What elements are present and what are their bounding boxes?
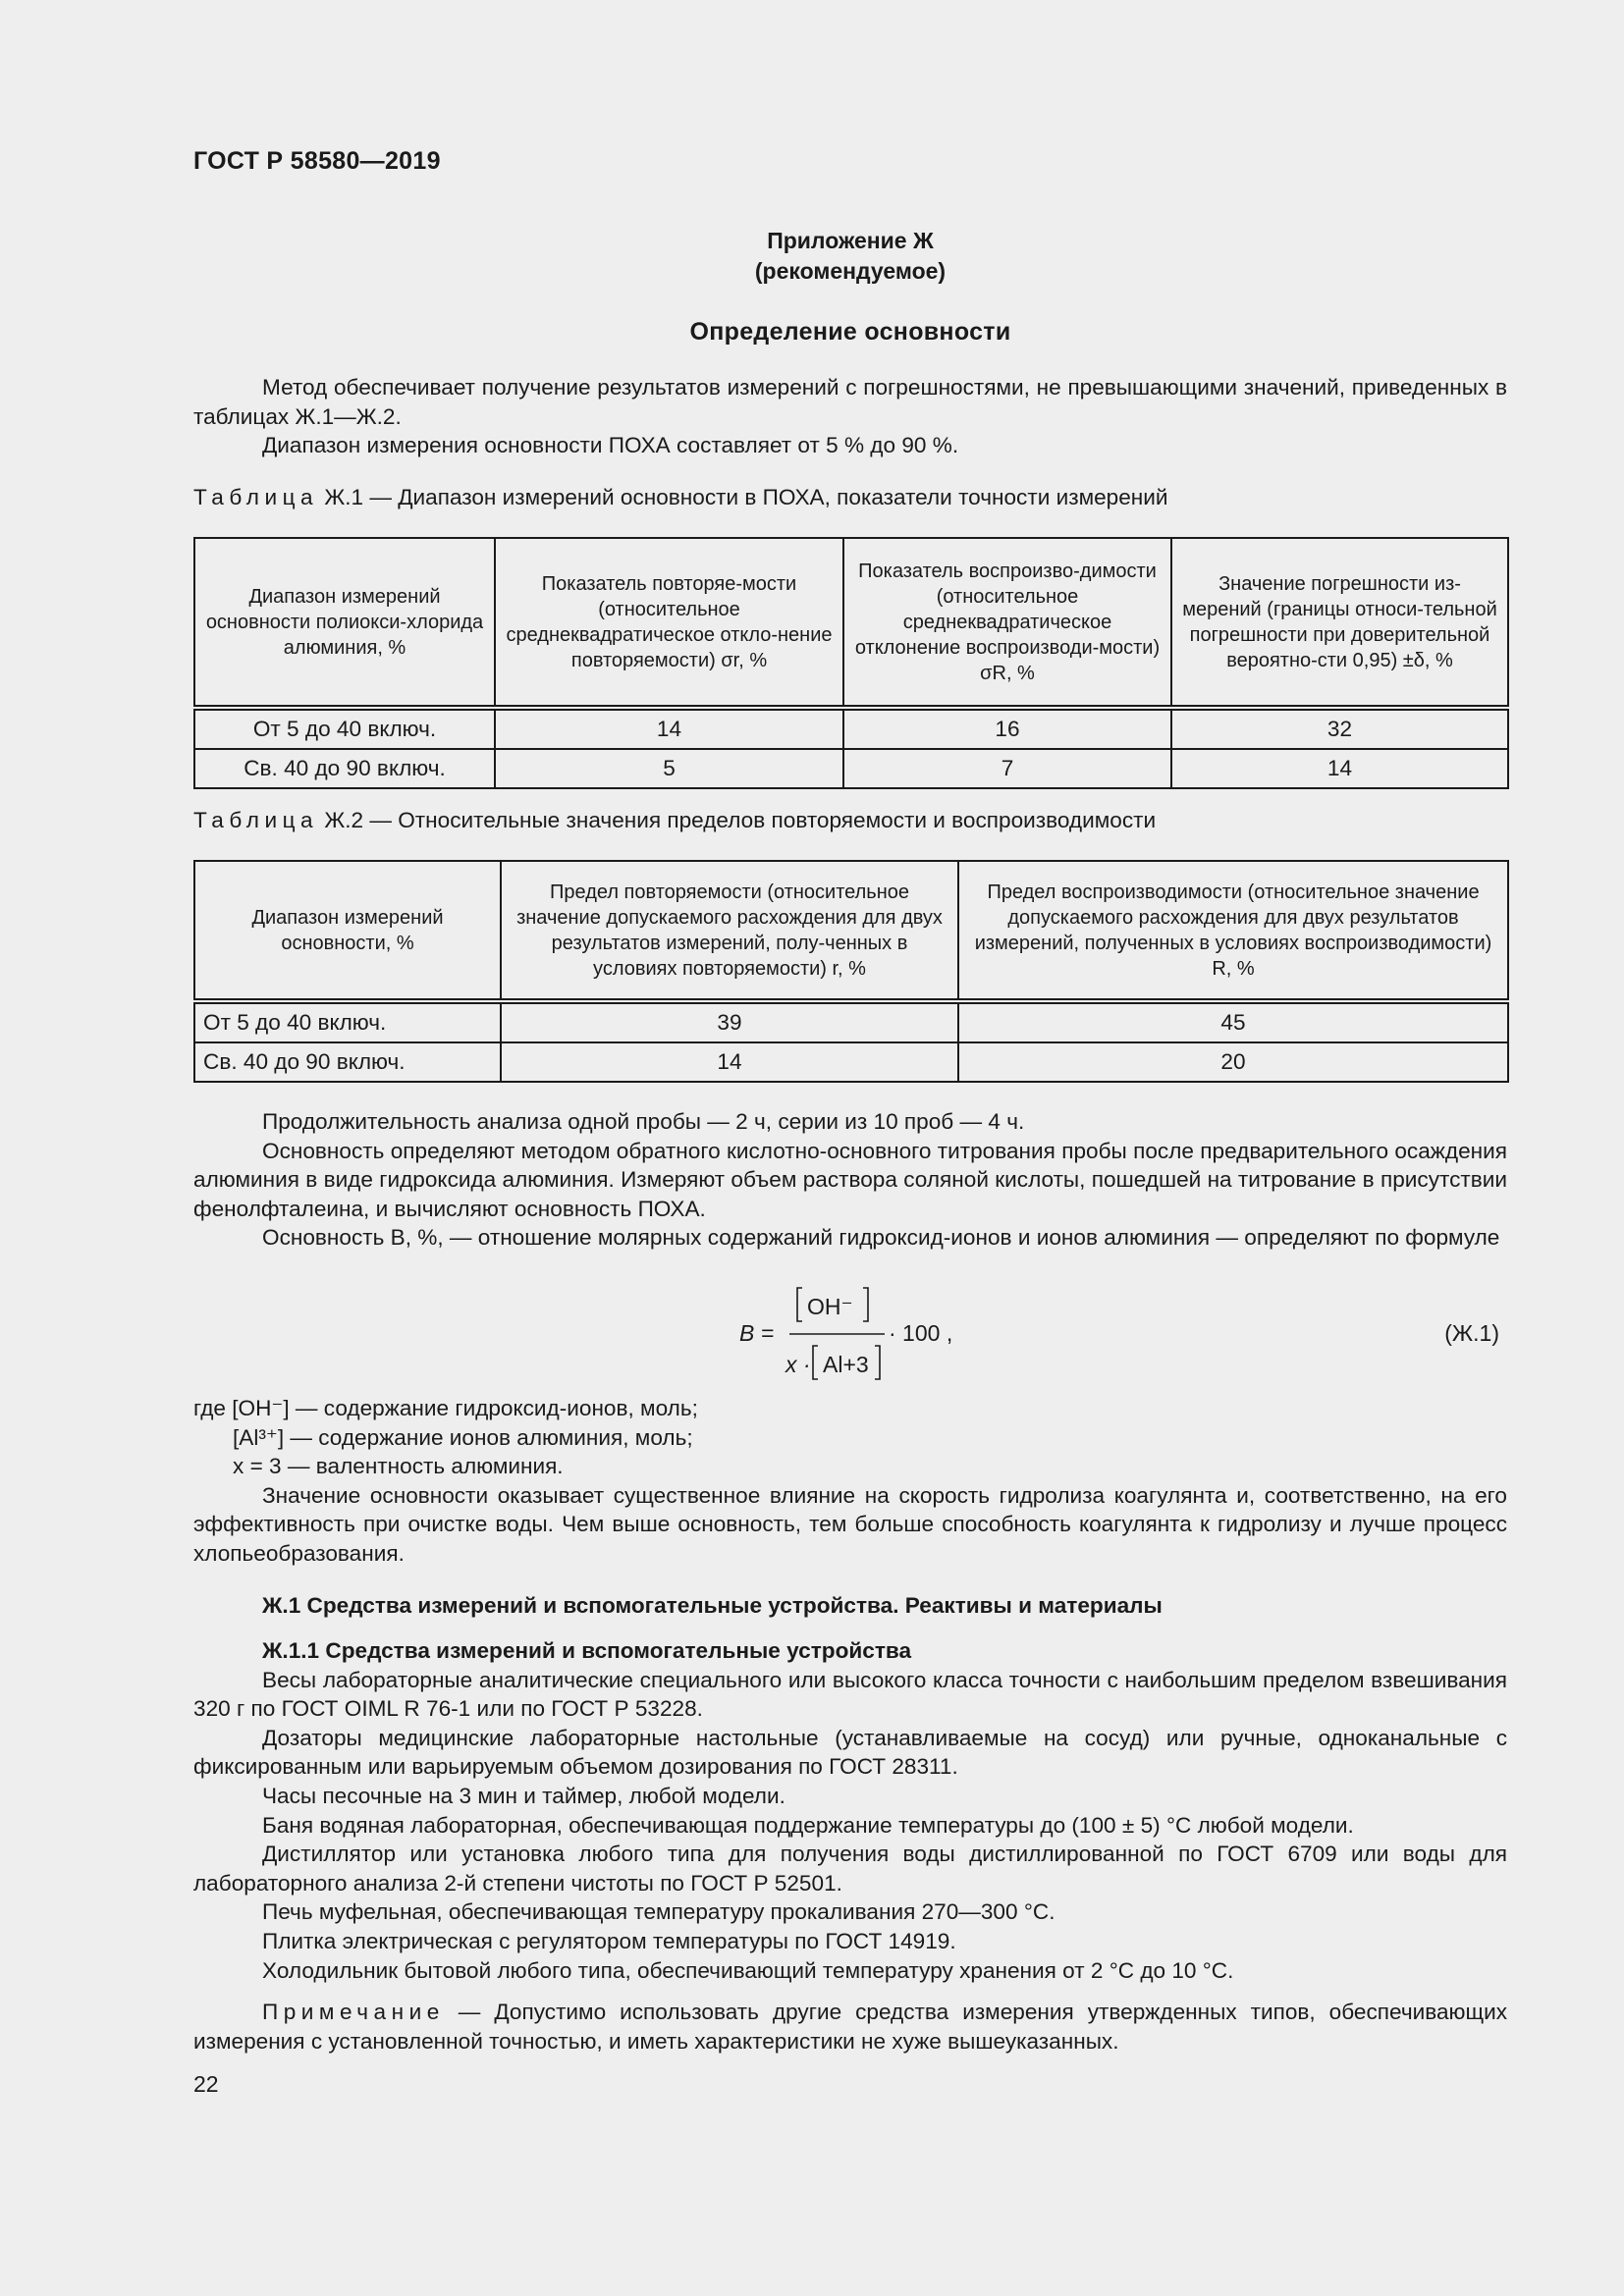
table2-header-cell: Предел повторяемости (относительное значение допускаемого расхождения для двух результатов измерений, полу-ченных в условиях повторяемости) r, % (501, 861, 958, 1001)
method-paragraph: Основность определяют методом обратного кислотно-основного титрования пробы после предварительного осаждения алюминия в виде гидроксида алюминия. Измеряют объем раствора соляной кислоты, пошедшей на титрование в присутствии фенолфталеина, и вычисляют основность ПОХА. (193, 1138, 1507, 1221)
table1-caption-label: Таблица (193, 485, 319, 509)
table-row (194, 708, 1508, 749)
section-j1-title (193, 1591, 1507, 1621)
table2-header-cell: Диапазон измерений основности, % (194, 861, 501, 1001)
table-row (194, 749, 1508, 788)
numerator-left-bracket (797, 1288, 802, 1321)
intro-paragraph-1: Метод обеспечивает получение результатов измерений с погрешностями, не превышающими значений, приведенных в таблицах Ж.1—Ж.2. (193, 375, 1507, 429)
table2-caption-label: Таблица (193, 808, 319, 832)
table1-header-cell: Показатель повторяе-мости (относительное среднеквадратическое откло-нение повторяемости) σr, % (495, 538, 843, 708)
effect-paragraph: Значение основности оказывает существенное влияние на скорость гидролиза коагулянта и, соответственно, на его эффективность при очистке воды. Чем выше основность, тем больше способность коагулянта к гидролизу и лучше процесс хлопьеобразования. (193, 1482, 1507, 1566)
table2-caption (193, 808, 1156, 833)
intro-block (193, 373, 1507, 460)
table-cell: 39 (501, 1001, 958, 1042)
formula-number: (Ж.1) (1444, 1320, 1499, 1346)
section-j11 (193, 1636, 1507, 1985)
formula-numerator: OH⁻ (807, 1294, 853, 1319)
table1-header-cell: Диапазон измерений основности полиокси-хлорида алюминия, % (194, 538, 495, 708)
table1-caption-text: Ж.1 — Диапазон измерений основности в ПОХА, показатели точности измерений (318, 485, 1168, 509)
formula-denominator-x: x · (785, 1352, 811, 1377)
formula-intro-paragraph: Основность B, %, — отношение молярных содержаний гидроксид-ионов и ионов алюминия — определяют по формуле (262, 1225, 1500, 1251)
annex-heading (193, 226, 1507, 287)
table1-header-row (194, 538, 1508, 708)
list-item: Часы песочные на 3 мин и таймер, любой модели. (262, 1783, 785, 1808)
table-cell: 14 (495, 708, 843, 749)
formula-lhs: B = (739, 1320, 775, 1346)
table-cell: 16 (843, 708, 1171, 749)
denominator-left-bracket (813, 1346, 818, 1379)
table1-caption (193, 485, 1168, 510)
standard-code: ГОСТ Р 58580—2019 (193, 147, 441, 175)
formula-j1 (193, 1281, 1507, 1389)
table-cell: 45 (958, 1001, 1508, 1042)
section-j11-title: Ж.1.1 Средства измерений и вспомогательные устройства (262, 1638, 912, 1663)
where-line-x: x = 3 — валентность алюминия. (233, 1454, 564, 1479)
list-item: Плитка электрическая с регулятором температуры по ГОСТ 14919. (262, 1928, 956, 1953)
table2-header-cell: Предел воспроизводимости (относительное значение допускаемого расхождения для двух результатов измерений, полученных в условиях воспроизводимости) R, % (958, 861, 1508, 1001)
denominator-right-bracket (875, 1346, 880, 1379)
note-text: — Допустимо использовать другие средства измерения утвержденных типов, обеспечивающих измерения с установленной точностью, и иметь характеристики не хуже вышеуказанных. (193, 2000, 1507, 2054)
section-title: Определение основности (689, 318, 1011, 346)
table-row (194, 1042, 1508, 1082)
section-j1-title-text: Ж.1 Средства измерений и вспомогательные устройства. Реактивы и материалы (262, 1593, 1163, 1618)
list-item: Холодильник бытовой любого типа, обеспечивающий температуру хранения от 2 °С до 10 °С. (262, 1957, 1234, 1983)
annex-title: Приложение Ж (767, 228, 934, 253)
note-block (193, 1998, 1507, 2056)
table-row (194, 1001, 1508, 1042)
table-cell: Св. 40 до 90 включ. (194, 749, 495, 788)
table-cell: 14 (1171, 749, 1508, 788)
table2-caption-text: Ж.2 — Относительные значения пределов повторяемости и воспроизводимости (318, 808, 1157, 832)
table-cell: 32 (1171, 708, 1508, 749)
table1-header-cell: Значение погрешности из-мерений (границы относи-тельной погрешности при доверительной вероятно-сти 0,95) ±δ, % (1171, 538, 1508, 708)
annex-subtitle: (рекомендуемое) (754, 258, 947, 284)
duration-paragraph: Продолжительность анализа одной пробы — 2 ч, серии из 10 проб — 4 ч. (262, 1109, 1025, 1134)
page-number: 22 (193, 2071, 219, 2097)
where-line-oh: где [OH⁻] — содержание гидроксид-ионов, моль; (193, 1396, 698, 1420)
list-item: Печь муфельная, обеспечивающая температуру прокаливания 270—300 °С. (262, 1899, 1056, 1925)
list-item: Дистиллятор или установка любого типа для получения воды дистиллированной по ГОСТ 6709 или воды для лабораторного анализа 2-й степени чистоты по ГОСТ Р 52501. (193, 1842, 1507, 1896)
table2 (193, 860, 1509, 1083)
table-cell: 5 (495, 749, 843, 788)
where-line-al: [Al³⁺] — содержание ионов алюминия, моль; (233, 1424, 693, 1450)
table-cell: Св. 40 до 90 включ. (194, 1042, 501, 1082)
where-block (193, 1394, 1507, 1569)
numerator-right-bracket (863, 1288, 868, 1321)
list-item: Весы лабораторные аналитические специального или высокого класса точности с наибольшим пределом взвешивания 320 г по ГОСТ OIML R 76-1 или по ГОСТ Р 53228. (193, 1667, 1507, 1722)
table-cell: 7 (843, 749, 1171, 788)
table1-header-cell: Показатель воспроизво-димости (относительное среднеквадратическое отклонение воспроизводи-мости) σR, % (843, 538, 1171, 708)
formula-multiplier: · 100 , (889, 1320, 953, 1346)
table-cell: 14 (501, 1042, 958, 1082)
list-item: Дозаторы медицинские лабораторные настольные (устанавливаемые на сосуд) или ручные, одноканальные с фиксированным или варьируемым объемом дозирования по ГОСТ 28311. (193, 1725, 1507, 1780)
body-block (193, 1107, 1507, 1253)
list-item: Баня водяная лабораторная, обеспечивающая поддержание температуры до (100 ± 5) °С любой модели. (262, 1812, 1354, 1838)
formula-graphic (193, 1281, 1507, 1389)
formula-denominator: Al+3 (823, 1352, 869, 1377)
table1 (193, 537, 1509, 789)
table-cell: 20 (958, 1042, 1508, 1082)
table-cell: От 5 до 40 включ. (194, 1001, 501, 1042)
table2-header-row (194, 861, 1508, 1001)
note-label: Примечание (262, 2000, 445, 2024)
intro-paragraph-2: Диапазон измерения основности ПОХА составляет от 5 % до 90 %. (262, 433, 959, 458)
note-paragraph (193, 1998, 1507, 2056)
table-cell: От 5 до 40 включ. (194, 708, 495, 749)
